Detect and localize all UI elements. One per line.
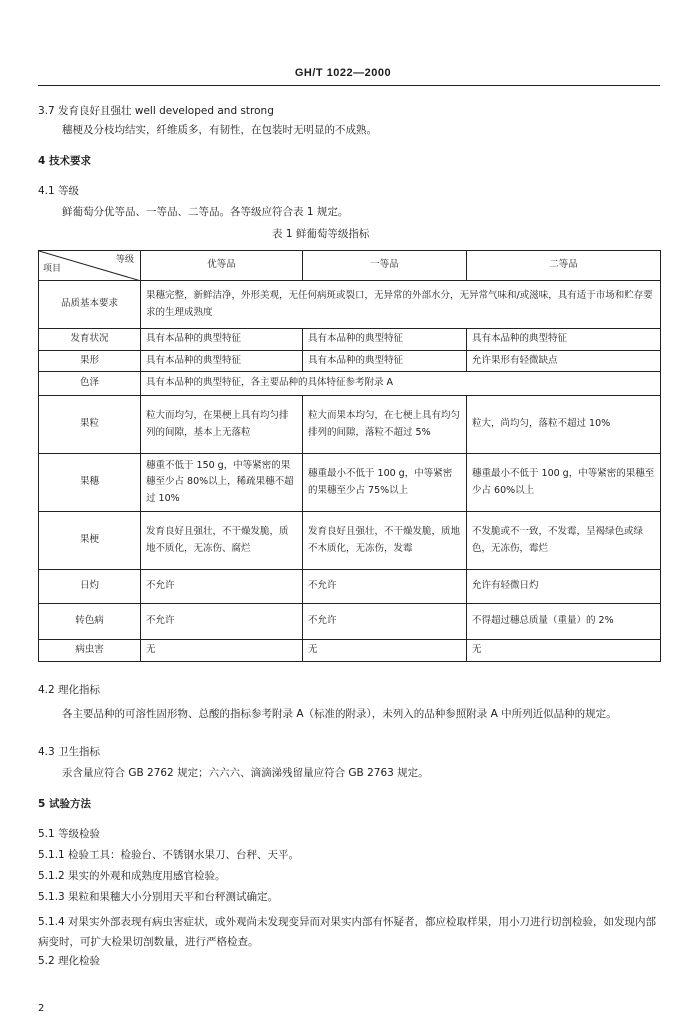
row-item: 果穗 [39, 454, 141, 512]
table-row [39, 454, 661, 512]
table-cell: 穗重最小不低于 100 g，中等紧密的果穗至少占 75%以上 [303, 454, 467, 512]
section-4-3-title: 4.3 卫生指标 [38, 746, 101, 758]
table-cell: 无 [467, 640, 661, 662]
table-cell: 不允许 [303, 570, 467, 604]
merged-cell: 果穗完整，新鲜洁净，外形美观，无任何病斑或裂口，无异常的外部水分，无异常气味和/或滋味，具有适于市场和贮存要求的生理成熟度 [141, 281, 661, 329]
grade-header: 二等品 [467, 251, 661, 281]
section-4-1-title: 4.1 等级 [38, 185, 80, 197]
table-row [39, 604, 661, 640]
section-4-2-body: 各主要品种的可溶性固形物、总酸的指标参考附录 A（标准的附录），未列入的品种参照附录 A 中所列近似品种的规定。 [62, 708, 617, 720]
section-5-1-3: 5.1.3 果粒和果穗大小分别用天平和台秤测试确定。 [38, 891, 279, 903]
section-5-1-1: 5.1.1 检验工具：检验台、不锈钢水果刀、台秤、天平。 [38, 849, 300, 861]
table-caption: 表 1 鲜葡萄等级指标 [272, 228, 370, 240]
table-cell: 具有本品种的典型特征 [303, 350, 467, 372]
table-cell: 不得超过穗总质量（重量）的 2% [467, 604, 661, 640]
table-row [39, 372, 661, 396]
table-cell: 具有本品种的典型特征 [303, 329, 467, 351]
page-number: 2 [38, 1003, 45, 1014]
section-5-1-title: 5.1 等级检验 [38, 828, 101, 840]
row-item: 品质基本要求 [39, 281, 141, 329]
row-item: 色泽 [39, 372, 141, 396]
row-item: 果梗 [39, 512, 141, 570]
table-cell: 无 [303, 640, 467, 662]
section-3-7-title: 3.7 发育良好且强壮 well developed and strong [38, 105, 274, 117]
merged-cell: 具有本品种的典型特征，各主要品种的具体特征参考附录 A [141, 372, 661, 396]
table-cell: 粒大，尚均匀，落粒不超过 10% [467, 396, 661, 454]
row-item: 果粒 [39, 396, 141, 454]
table-cell: 发育良好且强壮，不干燥发脆，质地不质化，无冻伤、腐烂 [141, 512, 303, 570]
section-5-1-4: 5.1.4 对果实外部表现有病虫害症状，或外观尚未发现变异而对果实内部有怀疑者，都应检取样果，用小刀进行切剖检验，如发现内部病变时，可扩大检果切剖数量，进行严格检查。 [38, 916, 657, 948]
section-5-2-title: 5.2 理化检验 [38, 955, 101, 967]
corner-cell [39, 251, 141, 281]
row-item: 果形 [39, 350, 141, 372]
row-item: 日灼 [39, 570, 141, 604]
corner-grade-label: 等级 [115, 255, 134, 265]
table-row [39, 350, 661, 372]
table-cell: 允许果形有轻微缺点 [467, 350, 661, 372]
section-4-1-body: 鲜葡萄分优等品、一等品、二等品。各等级应符合表 1 规定。 [62, 206, 349, 218]
row-item: 转色病 [39, 604, 141, 640]
standard-code-header: GH/T 1022—2000 [294, 67, 392, 79]
table-cell: 允许有轻微日灼 [467, 570, 661, 604]
table-cell: 粒大而均匀，在果梗上具有均匀排列的间隙，基本上无落粒 [141, 396, 303, 454]
table-cell: 粒大而果本均匀，在七梗上具有均匀排列的间隙，落粒不超过 5% [303, 396, 467, 454]
section-5-title: 5 试验方法 [38, 798, 91, 810]
grade-header: 优等品 [141, 251, 303, 281]
table-cell: 不允许 [303, 604, 467, 640]
row-item: 发育状况 [39, 329, 141, 351]
table-cell: 无 [141, 640, 303, 662]
table-row [39, 570, 661, 604]
table-cell: 具有本品种的典型特征 [141, 329, 303, 351]
table-cell: 穗重最小不低于 100 g，中等紧密的果穗至少占 60%以上 [467, 454, 661, 512]
table-row [39, 512, 661, 570]
header-rule [38, 85, 660, 86]
table-cell: 具有本品种的典型特征 [467, 329, 661, 351]
table-row [39, 640, 661, 662]
section-3-7-body: 穗梗及分枝均结实，纤维质多，有韧性，在包装时无明显的不成熟。 [62, 124, 377, 136]
section-5-1-2: 5.1.2 果实的外观和成熟度用感官检验。 [38, 870, 226, 882]
grade-header: 一等品 [303, 251, 467, 281]
table-cell: 不允许 [141, 604, 303, 640]
table-cell: 发育良好且强壮，不干燥发脆，质地不木质化，无冻伤，发霉 [303, 512, 467, 570]
section-4-2-title: 4.2 理化指标 [38, 684, 101, 696]
table-cell: 具有本品种的典型特征 [141, 350, 303, 372]
table-row [39, 329, 661, 351]
table-row [39, 281, 661, 329]
section-4-3-body: 汞含量应符合 GB 2762 规定；六六六、滴滴涕残留量应符合 GB 2763 规定。 [62, 767, 429, 779]
table-cell: 不允许 [141, 570, 303, 604]
table-header-row [39, 251, 661, 281]
table-cell: 不发脆或不一致，不发霉，呈褐绿色或绿色，无冻伤，霉烂 [467, 512, 661, 570]
row-item: 病虫害 [39, 640, 141, 662]
grade-table [38, 250, 661, 662]
corner-item-label: 项目 [43, 264, 62, 275]
section-4-title: 4 技术要求 [38, 155, 91, 167]
table-cell: 穗重不低于 150 g，中等紧密的果穗至少占 80%以上，稀疏果穗不超过 10% [141, 454, 303, 512]
table-row [39, 396, 661, 454]
